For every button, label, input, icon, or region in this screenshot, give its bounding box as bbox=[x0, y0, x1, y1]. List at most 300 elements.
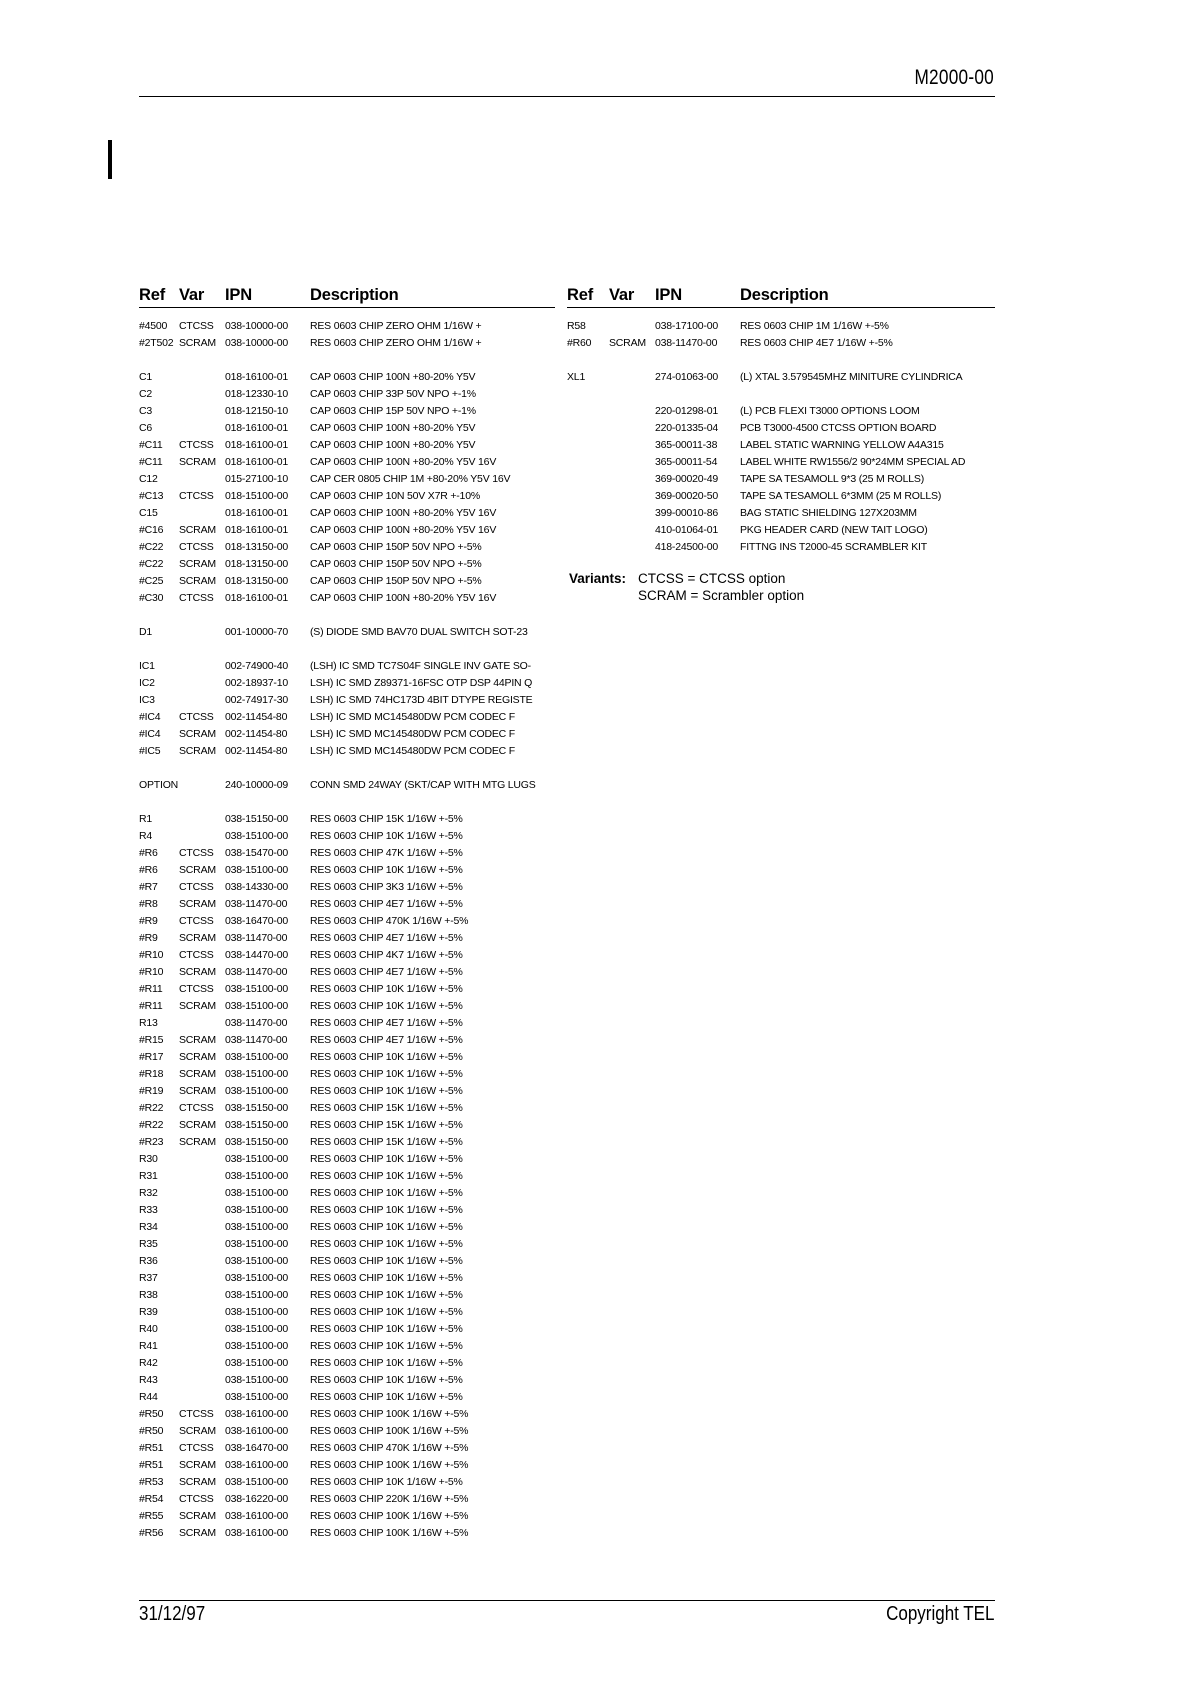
row-spacer bbox=[139, 352, 555, 369]
cell-var: SCRAM bbox=[179, 1136, 216, 1148]
table-row bbox=[139, 1100, 555, 1117]
cell-ref: #C22 bbox=[139, 558, 164, 570]
cell-var: CTCSS bbox=[179, 847, 214, 859]
cell-ref: #R11 bbox=[139, 1000, 163, 1012]
cell-ipn: 038-15100-00 bbox=[225, 1187, 288, 1199]
cell-description: RES 0603 CHIP 4E7 1/16W +-5% bbox=[740, 337, 893, 349]
table-row bbox=[139, 709, 555, 726]
cell-description: RES 0603 CHIP 10K 1/16W +-5% bbox=[310, 1238, 463, 1250]
cell-ref: #R22 bbox=[139, 1119, 164, 1131]
cell-ref: XL1 bbox=[567, 371, 586, 383]
cell-ref: #R60 bbox=[567, 337, 592, 349]
cell-var: SCRAM bbox=[179, 1476, 216, 1488]
cell-ref: R37 bbox=[139, 1272, 158, 1284]
table-row bbox=[139, 1355, 555, 1372]
table-row bbox=[139, 896, 555, 913]
cell-ref: #R9 bbox=[139, 915, 158, 927]
cell-description: RES 0603 CHIP 10K 1/16W +-5% bbox=[310, 830, 463, 842]
cell-description: RES 0603 CHIP 470K 1/16W +-5% bbox=[310, 915, 469, 927]
cell-description: RES 0603 CHIP 100K 1/16W +-5% bbox=[310, 1510, 469, 1522]
row-spacer bbox=[139, 607, 555, 624]
cell-var: CTCSS bbox=[179, 320, 214, 332]
cell-description: RES 0603 CHIP 10K 1/16W +-5% bbox=[310, 1051, 463, 1063]
header-ipn: IPN bbox=[225, 286, 252, 304]
cell-ipn: 038-15150-00 bbox=[225, 813, 288, 825]
variants-legend bbox=[567, 571, 995, 607]
cell-ipn: 038-11470-00 bbox=[225, 1017, 288, 1029]
cell-ipn: 038-15100-00 bbox=[225, 1170, 288, 1182]
cell-description: TAPE SA TESAMOLL 6*3MM (25 M ROLLS) bbox=[740, 490, 942, 502]
cell-ipn: 038-11470-00 bbox=[655, 337, 718, 349]
table-row bbox=[567, 488, 995, 505]
cell-ipn: 038-10000-00 bbox=[225, 337, 288, 349]
cell-ipn: 038-15100-00 bbox=[225, 1374, 288, 1386]
cell-ipn: 002-74900-40 bbox=[225, 660, 288, 672]
table-row bbox=[139, 1015, 555, 1032]
table-row bbox=[139, 369, 555, 386]
cell-ref: #4500 bbox=[139, 320, 168, 332]
cell-ref: R31 bbox=[139, 1170, 158, 1182]
cell-description: RES 0603 CHIP 10K 1/16W +-5% bbox=[310, 1204, 463, 1216]
cell-description: RES 0603 CHIP 10K 1/16W +-5% bbox=[310, 1357, 463, 1369]
cell-ipn: 038-15100-00 bbox=[225, 983, 288, 995]
table-row bbox=[139, 1321, 555, 1338]
cell-var: CTCSS bbox=[179, 711, 214, 723]
table-row bbox=[139, 1253, 555, 1270]
cell-var: SCRAM bbox=[179, 1527, 216, 1539]
cell-var: SCRAM bbox=[179, 1459, 216, 1471]
row-spacer bbox=[567, 386, 995, 403]
cell-description: RES 0603 CHIP 100K 1/16W +-5% bbox=[310, 1459, 469, 1471]
table-header bbox=[567, 286, 995, 306]
cell-description: CAP 0603 CHIP 150P 50V NPO +-5% bbox=[310, 541, 482, 553]
cell-var: CTCSS bbox=[179, 439, 214, 451]
cell-ref: R30 bbox=[139, 1153, 158, 1165]
cell-ref: #R15 bbox=[139, 1034, 164, 1046]
cell-ipn: 015-27100-10 bbox=[225, 473, 288, 485]
cell-ref: C2 bbox=[139, 388, 153, 400]
table-row bbox=[567, 403, 995, 420]
cell-ipn: 018-13150-00 bbox=[225, 558, 288, 570]
table-row bbox=[139, 437, 555, 454]
cell-ipn: 018-12150-10 bbox=[225, 405, 288, 417]
table-row bbox=[139, 1270, 555, 1287]
cell-description: RES 0603 CHIP 1M 1/16W +-5% bbox=[740, 320, 889, 332]
table-row bbox=[567, 369, 995, 386]
cell-ref: #R51 bbox=[139, 1442, 164, 1454]
table-row bbox=[139, 488, 555, 505]
table-row bbox=[139, 573, 555, 590]
cell-var: CTCSS bbox=[179, 490, 214, 502]
cell-description: RES 0603 CHIP 220K 1/16W +-5% bbox=[310, 1493, 469, 1505]
table-row bbox=[139, 1236, 555, 1253]
cell-var: CTCSS bbox=[179, 1493, 214, 1505]
cell-ipn: 038-15150-00 bbox=[225, 1102, 288, 1114]
cell-var: SCRAM bbox=[179, 728, 216, 740]
table-row bbox=[567, 318, 995, 335]
table-row bbox=[139, 556, 555, 573]
cell-description: RES 0603 CHIP 10K 1/16W +-5% bbox=[310, 983, 463, 995]
cell-ipn: 002-18937-10 bbox=[225, 677, 288, 689]
table-row bbox=[139, 930, 555, 947]
cell-ref: R39 bbox=[139, 1306, 158, 1318]
cell-description: RES 0603 CHIP 15K 1/16W +-5% bbox=[310, 813, 463, 825]
table-row bbox=[139, 403, 555, 420]
cell-ipn: 018-15100-00 bbox=[225, 490, 288, 502]
cell-ref: IC2 bbox=[139, 677, 155, 689]
cell-ipn: 038-16470-00 bbox=[225, 1442, 288, 1454]
table-row bbox=[139, 1117, 555, 1134]
cell-ipn: 038-15100-00 bbox=[225, 830, 288, 842]
table-row bbox=[139, 1185, 555, 1202]
row-spacer bbox=[567, 352, 995, 369]
header-var: Var bbox=[609, 286, 635, 304]
cell-description: RES 0603 CHIP 10K 1/16W +-5% bbox=[310, 1000, 463, 1012]
cell-description: RES 0603 CHIP 100K 1/16W +-5% bbox=[310, 1527, 469, 1539]
cell-description: RES 0603 CHIP 10K 1/16W +-5% bbox=[310, 1170, 463, 1182]
cell-ipn: 038-15100-00 bbox=[225, 1323, 288, 1335]
cell-description: FITTNG INS T2000-45 SCRAMBLER KIT bbox=[740, 541, 927, 553]
table-row bbox=[139, 1219, 555, 1236]
table-row bbox=[139, 522, 555, 539]
cell-var: SCRAM bbox=[179, 558, 216, 570]
cell-ref: #R55 bbox=[139, 1510, 164, 1522]
cell-description: RES 0603 CHIP ZERO OHM 1/16W + bbox=[310, 320, 482, 332]
table-row bbox=[139, 539, 555, 556]
table-row bbox=[139, 1457, 555, 1474]
footer-rule bbox=[139, 1600, 995, 1601]
cell-var: SCRAM bbox=[179, 1510, 216, 1522]
cell-ipn: 038-15100-00 bbox=[225, 1153, 288, 1165]
cell-ipn: 418-24500-00 bbox=[655, 541, 718, 553]
cell-description: RES 0603 CHIP 4E7 1/16W +-5% bbox=[310, 1034, 463, 1046]
cell-ipn: 018-16100-01 bbox=[225, 422, 288, 434]
cell-ref: OPTION bbox=[139, 779, 179, 791]
table-row bbox=[139, 1491, 555, 1508]
table-row bbox=[139, 386, 555, 403]
cell-description: LSH) IC SMD MC145480DW PCM CODEC F bbox=[310, 745, 515, 757]
parts-list bbox=[139, 318, 555, 1542]
cell-ref: R38 bbox=[139, 1289, 158, 1301]
cell-ipn: 369-00020-50 bbox=[655, 490, 718, 502]
cell-ref: R58 bbox=[567, 320, 586, 332]
cell-description: RES 0603 CHIP 10K 1/16W +-5% bbox=[310, 1187, 463, 1199]
header-underline bbox=[567, 307, 995, 308]
cell-description: RES 0603 CHIP 10K 1/16W +-5% bbox=[310, 1153, 463, 1165]
cell-description: CAP 0603 CHIP 100N +80-20% Y5V 16V bbox=[310, 524, 497, 536]
cell-ref: #C22 bbox=[139, 541, 164, 553]
cell-ipn: 038-15100-00 bbox=[225, 1391, 288, 1403]
cell-description: LSH) IC SMD MC145480DW PCM CODEC F bbox=[310, 711, 515, 723]
cell-var: SCRAM bbox=[179, 1425, 216, 1437]
cell-ipn: 018-13150-00 bbox=[225, 575, 288, 587]
cell-description: RES 0603 CHIP 10K 1/16W +-5% bbox=[310, 864, 463, 876]
cell-ipn: 038-15470-00 bbox=[225, 847, 288, 859]
cell-var: CTCSS bbox=[179, 541, 214, 553]
table-row bbox=[139, 675, 555, 692]
header-ipn: IPN bbox=[655, 286, 682, 304]
cell-var: SCRAM bbox=[179, 1085, 216, 1097]
cell-ipn: 038-16100-00 bbox=[225, 1459, 288, 1471]
cell-ipn: 038-16100-00 bbox=[225, 1425, 288, 1437]
cell-ref: #R56 bbox=[139, 1527, 164, 1539]
cell-description: CONN SMD 24WAY (SKT/CAP WITH MTG LUGS bbox=[310, 779, 536, 791]
cell-description: RES 0603 CHIP 4E7 1/16W +-5% bbox=[310, 932, 463, 944]
cell-description: RES 0603 CHIP 10K 1/16W +-5% bbox=[310, 1085, 463, 1097]
cell-description: CAP 0603 CHIP 100N +80-20% Y5V bbox=[310, 439, 476, 451]
cell-ipn: 018-16100-01 bbox=[225, 439, 288, 451]
cell-ref: #R19 bbox=[139, 1085, 164, 1097]
cell-ipn: 038-15100-00 bbox=[225, 1085, 288, 1097]
table-row bbox=[139, 658, 555, 675]
cell-ref: C1 bbox=[139, 371, 153, 383]
cell-description: (LSH) IC SMD TC7S04F SINGLE INV GATE SO- bbox=[310, 660, 531, 672]
parts-table-right bbox=[567, 286, 995, 607]
cell-description: CAP 0603 CHIP 100N +80-20% Y5V 16V bbox=[310, 592, 497, 604]
table-row bbox=[567, 522, 995, 539]
cell-var: SCRAM bbox=[179, 524, 216, 536]
table-row bbox=[139, 590, 555, 607]
cell-description: PKG HEADER CARD (NEW TAIT LOGO) bbox=[740, 524, 928, 536]
table-row bbox=[139, 624, 555, 641]
table-row bbox=[139, 964, 555, 981]
cell-ipn: 038-15150-00 bbox=[225, 1119, 288, 1131]
cell-ref: C6 bbox=[139, 422, 153, 434]
variant-ctcss: CTCSS = CTCSS option bbox=[638, 571, 786, 586]
table-row bbox=[139, 1372, 555, 1389]
table-header bbox=[139, 286, 555, 306]
cell-ref: #IC5 bbox=[139, 745, 161, 757]
cell-var: SCRAM bbox=[179, 864, 216, 876]
cell-description: RES 0603 CHIP 10K 1/16W +-5% bbox=[310, 1306, 463, 1318]
cell-ipn: 038-15100-00 bbox=[225, 1272, 288, 1284]
cell-description: CAP 0603 CHIP 100N +80-20% Y5V bbox=[310, 422, 476, 434]
cell-var: SCRAM bbox=[179, 1119, 216, 1131]
cell-ipn: 018-16100-01 bbox=[225, 456, 288, 468]
table-row bbox=[139, 1304, 555, 1321]
cell-var: SCRAM bbox=[179, 1051, 216, 1063]
table-row bbox=[139, 947, 555, 964]
cell-ref: #C30 bbox=[139, 592, 164, 604]
cell-ref: R42 bbox=[139, 1357, 158, 1369]
cell-description: RES 0603 CHIP 4E7 1/16W +-5% bbox=[310, 1017, 463, 1029]
cell-ipn: 038-15150-00 bbox=[225, 1136, 288, 1148]
cell-ipn: 038-15100-00 bbox=[225, 1289, 288, 1301]
cell-ipn: 002-11454-80 bbox=[225, 745, 288, 757]
cell-description: RES 0603 CHIP 4E7 1/16W +-5% bbox=[310, 898, 463, 910]
cell-ipn: 002-74917-30 bbox=[225, 694, 288, 706]
cell-var: SCRAM bbox=[179, 898, 216, 910]
cell-var: SCRAM bbox=[179, 966, 216, 978]
table-row bbox=[567, 505, 995, 522]
cell-ref: #R50 bbox=[139, 1425, 164, 1437]
table-row bbox=[567, 420, 995, 437]
cell-ipn: 038-15100-00 bbox=[225, 1238, 288, 1250]
cell-ref: R40 bbox=[139, 1323, 158, 1335]
cell-ipn: 240-10000-09 bbox=[225, 779, 288, 791]
cell-ipn: 220-01335-04 bbox=[655, 422, 718, 434]
cell-ipn: 038-16100-00 bbox=[225, 1408, 288, 1420]
cell-ipn: 018-16100-01 bbox=[225, 371, 288, 383]
cell-ipn: 038-15100-00 bbox=[225, 1068, 288, 1080]
table-row bbox=[139, 1049, 555, 1066]
cell-ref: #R9 bbox=[139, 932, 158, 944]
table-row bbox=[567, 454, 995, 471]
cell-ref: R36 bbox=[139, 1255, 158, 1267]
cell-ref: #R18 bbox=[139, 1068, 164, 1080]
cell-ipn: 038-15100-00 bbox=[225, 1000, 288, 1012]
cell-ref: C15 bbox=[139, 507, 158, 519]
table-row bbox=[139, 1389, 555, 1406]
cell-ref: #R51 bbox=[139, 1459, 164, 1471]
header-description: Description bbox=[310, 286, 399, 304]
cell-ref: #C13 bbox=[139, 490, 164, 502]
cell-ipn: 018-13150-00 bbox=[225, 541, 288, 553]
cell-description: LSH) IC SMD MC145480DW PCM CODEC F bbox=[310, 728, 515, 740]
cell-ipn: 002-11454-80 bbox=[225, 728, 288, 740]
table-row bbox=[139, 1066, 555, 1083]
cell-ref: #IC4 bbox=[139, 728, 161, 740]
cell-ref: #IC4 bbox=[139, 711, 161, 723]
cell-description: PCB T3000-4500 CTCSS OPTION BOARD bbox=[740, 422, 937, 434]
table-row bbox=[139, 1032, 555, 1049]
cell-description: RES 0603 CHIP 10K 1/16W +-5% bbox=[310, 1221, 463, 1233]
cell-ref: IC3 bbox=[139, 694, 155, 706]
cell-ipn: 038-14330-00 bbox=[225, 881, 288, 893]
row-spacer bbox=[139, 760, 555, 777]
table-row bbox=[139, 471, 555, 488]
cell-ipn: 038-16220-00 bbox=[225, 1493, 288, 1505]
table-row bbox=[567, 471, 995, 488]
cell-ipn: 018-16100-01 bbox=[225, 507, 288, 519]
cell-var: SCRAM bbox=[179, 745, 216, 757]
table-row bbox=[139, 1423, 555, 1440]
table-row bbox=[139, 318, 555, 335]
table-row bbox=[139, 998, 555, 1015]
cell-ipn: 018-16100-01 bbox=[225, 524, 288, 536]
cell-ref: R1 bbox=[139, 813, 153, 825]
cell-var: SCRAM bbox=[179, 1068, 216, 1080]
cell-description: RES 0603 CHIP 15K 1/16W +-5% bbox=[310, 1119, 463, 1131]
cell-var: CTCSS bbox=[179, 949, 214, 961]
cell-description: RES 0603 CHIP 10K 1/16W +-5% bbox=[310, 1272, 463, 1284]
table-row bbox=[139, 1287, 555, 1304]
table-row bbox=[139, 454, 555, 471]
cell-ref: R44 bbox=[139, 1391, 158, 1403]
cell-ref: R13 bbox=[139, 1017, 158, 1029]
cell-ref: #C11 bbox=[139, 439, 163, 451]
cell-ipn: 018-12330-10 bbox=[225, 388, 288, 400]
cell-ref: #2T502 bbox=[139, 337, 174, 349]
cell-description: RES 0603 CHIP 15K 1/16W +-5% bbox=[310, 1102, 463, 1114]
table-row bbox=[139, 505, 555, 522]
table-row bbox=[567, 437, 995, 454]
cell-description: RES 0603 CHIP 47K 1/16W +-5% bbox=[310, 847, 463, 859]
cell-ipn: 038-15100-00 bbox=[225, 1221, 288, 1233]
cell-ipn: 038-15100-00 bbox=[225, 1051, 288, 1063]
cell-ref: R33 bbox=[139, 1204, 158, 1216]
cell-description: RES 0603 CHIP 470K 1/16W +-5% bbox=[310, 1442, 469, 1454]
table-row bbox=[139, 335, 555, 352]
cell-ipn: 038-15100-00 bbox=[225, 1204, 288, 1216]
cell-ref: R35 bbox=[139, 1238, 158, 1250]
cell-description: RES 0603 CHIP 10K 1/16W +-5% bbox=[310, 1323, 463, 1335]
footer-date: 31/12/97 bbox=[139, 1603, 206, 1625]
table-row bbox=[139, 981, 555, 998]
header-rule bbox=[139, 96, 995, 97]
cell-ref: #R54 bbox=[139, 1493, 164, 1505]
cell-ref: #R23 bbox=[139, 1136, 164, 1148]
cell-var: CTCSS bbox=[179, 1408, 214, 1420]
cell-ipn: 038-10000-00 bbox=[225, 320, 288, 332]
cell-var: CTCSS bbox=[179, 1102, 214, 1114]
cell-description: LSH) IC SMD Z89371-16FSC OTP DSP 44PIN Q bbox=[310, 677, 533, 689]
variants-label: Variants: bbox=[569, 571, 627, 586]
cell-description: RES 0603 CHIP 3K3 1/16W +-5% bbox=[310, 881, 463, 893]
cell-ref: IC1 bbox=[139, 660, 155, 672]
cell-ref: #R10 bbox=[139, 949, 164, 961]
cell-ipn: 038-16470-00 bbox=[225, 915, 288, 927]
cell-description: RES 0603 CHIP 10K 1/16W +-5% bbox=[310, 1476, 463, 1488]
cell-description: (S) DIODE SMD BAV70 DUAL SWITCH SOT-23 bbox=[310, 626, 528, 638]
table-row bbox=[139, 879, 555, 896]
cell-ipn: 369-00020-49 bbox=[655, 473, 718, 485]
cell-ref: #R7 bbox=[139, 881, 158, 893]
cell-description: CAP 0603 CHIP 150P 50V NPO +-5% bbox=[310, 575, 482, 587]
cell-ipn: 038-11470-00 bbox=[225, 1034, 288, 1046]
cell-description: RES 0603 CHIP 4E7 1/16W +-5% bbox=[310, 966, 463, 978]
cell-ipn: 038-14470-00 bbox=[225, 949, 288, 961]
cell-description: CAP 0603 CHIP 33P 50V NPO +-1% bbox=[310, 388, 476, 400]
cell-ipn: 038-16100-00 bbox=[225, 1510, 288, 1522]
cell-description: CAP 0603 CHIP 15P 50V NPO +-1% bbox=[310, 405, 476, 417]
cell-ref: R32 bbox=[139, 1187, 158, 1199]
cell-description: LSH) IC SMD 74HC173D 4BIT DTYPE REGISTE bbox=[310, 694, 533, 706]
cell-ref: R43 bbox=[139, 1374, 158, 1386]
cell-description: RES 0603 CHIP 10K 1/16W +-5% bbox=[310, 1340, 463, 1352]
header-underline bbox=[139, 307, 555, 308]
table-row bbox=[139, 1168, 555, 1185]
cell-description: RES 0603 CHIP 100K 1/16W +-5% bbox=[310, 1425, 469, 1437]
table-row bbox=[139, 726, 555, 743]
table-row bbox=[139, 913, 555, 930]
cell-var: SCRAM bbox=[179, 932, 216, 944]
table-row bbox=[139, 811, 555, 828]
cell-description: CAP 0603 CHIP 150P 50V NPO +-5% bbox=[310, 558, 482, 570]
cell-ref: R4 bbox=[139, 830, 153, 842]
cell-description: RES 0603 CHIP 10K 1/16W +-5% bbox=[310, 1068, 463, 1080]
cell-ipn: 038-17100-00 bbox=[655, 320, 718, 332]
table-row bbox=[139, 1202, 555, 1219]
cell-description: CAP CER 0805 CHIP 1M +80-20% Y5V 16V bbox=[310, 473, 511, 485]
cell-description: LABEL STATIC WARNING YELLOW A4A315 bbox=[740, 439, 944, 451]
header-description: Description bbox=[740, 286, 829, 304]
cell-description: RES 0603 CHIP 10K 1/16W +-5% bbox=[310, 1289, 463, 1301]
parts-table-left bbox=[139, 286, 555, 1542]
cell-ref: #R22 bbox=[139, 1102, 164, 1114]
cell-description: RES 0603 CHIP 10K 1/16W +-5% bbox=[310, 1374, 463, 1386]
table-row bbox=[139, 1406, 555, 1423]
cell-description: CAP 0603 CHIP 100N +80-20% Y5V bbox=[310, 371, 476, 383]
cell-ipn: 365-00011-54 bbox=[655, 456, 718, 468]
table-row bbox=[139, 1440, 555, 1457]
table-row bbox=[139, 1525, 555, 1542]
cell-ipn: 038-11470-00 bbox=[225, 932, 288, 944]
table-row bbox=[567, 539, 995, 556]
cell-var: CTCSS bbox=[179, 915, 214, 927]
cell-description: RES 0603 CHIP 15K 1/16W +-5% bbox=[310, 1136, 463, 1148]
variant-scram: SCRAM = Scrambler option bbox=[638, 588, 805, 603]
